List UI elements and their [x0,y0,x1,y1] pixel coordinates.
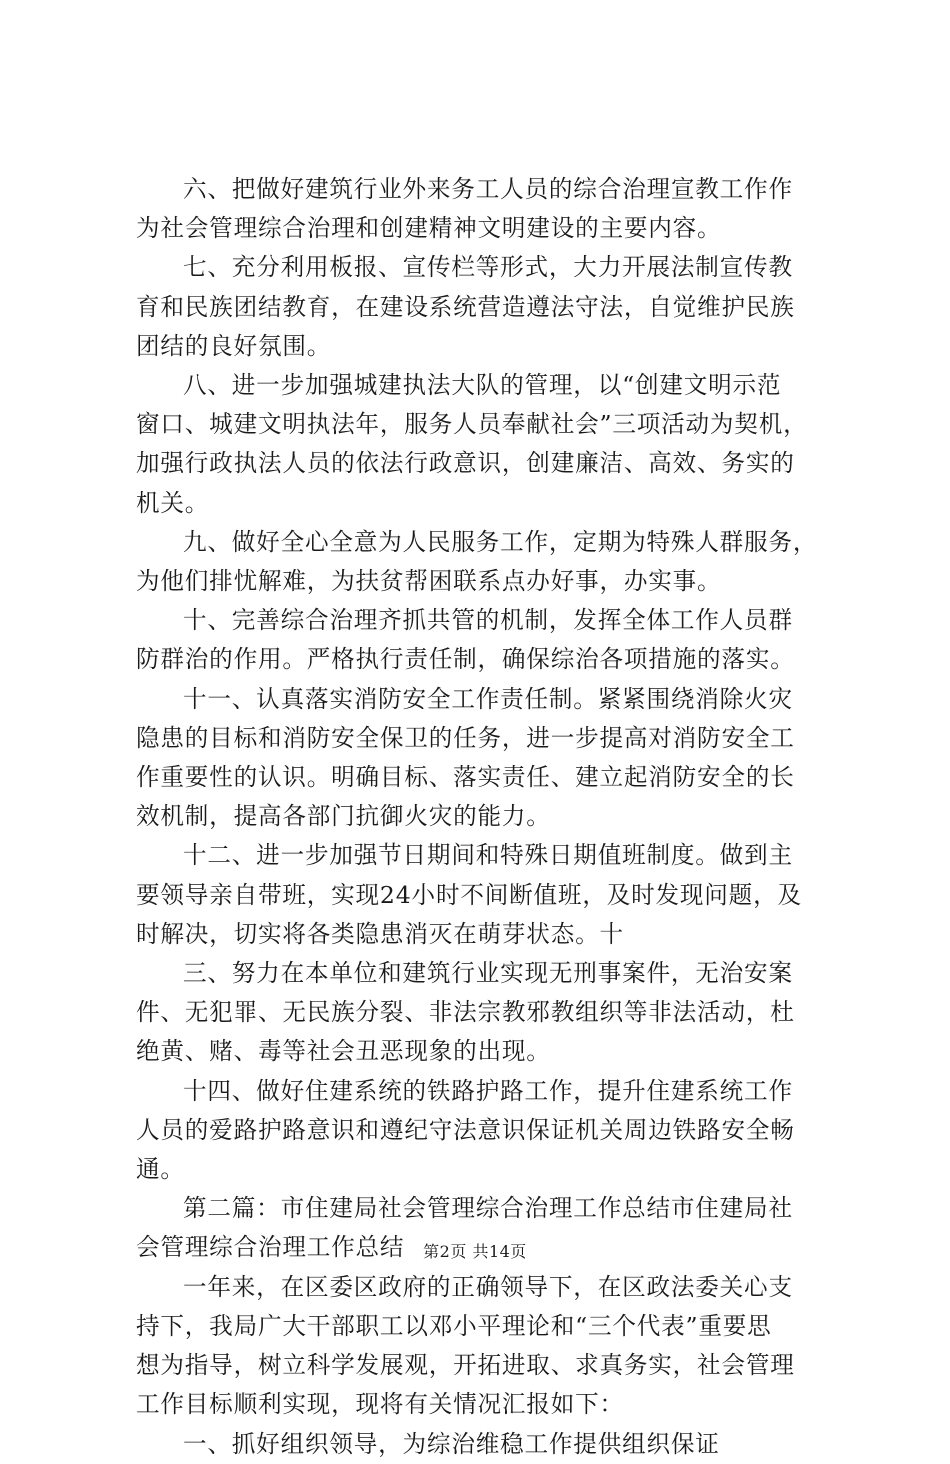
text-line: 为他们排忧解难，为扶贫帮困联系点办好事，办实事。 [136,567,722,596]
text-line: 想为指导，树立科学发展观，开拓进取、求真务实，社会管理 [136,1351,795,1380]
text-line: 机关。 [136,488,210,517]
text-line: 十二、进一步加强节日期间和特殊日期值班制度。做到主 [183,841,793,870]
text-line: 要领导亲自带班，实现24小时不间断值班，及时发现问题，及 [136,880,802,909]
text-line: 工作目标顺利实现，现将有关情况汇报如下： [136,1390,624,1419]
text-line: 八、进一步加强城建执法大队的管理，以“创建文明示范 [183,371,782,400]
text-line: 九、做好全心全意为人民服务工作，定期为特殊人群服务， [183,527,818,556]
text-line: 三、努力在本单位和建筑行业实现无刑事案件，无治安案 [183,959,793,988]
text-line: 育和民族团结教育，在建设系统营造遵法守法，自觉维护民族 [136,292,795,321]
text-line: 防群治的作用。严格执行责任制，确保综治各项措施的落实。 [136,645,795,674]
text-line: 持下，我局广大干部职工以邓小平理论和“三个代表”重要思 [136,1311,772,1340]
text-line: 团结的良好氛围。 [136,331,332,360]
text-line: 通。 [136,1155,185,1184]
text-line: 会管理综合治理工作总结 [136,1233,405,1262]
page-number-footer: 第2页 共14页 [423,1242,527,1261]
text-line: 十四、做好住建系统的铁路护路工作，提升住建系统工作 [183,1076,793,1105]
text-line: 隐患的目标和消防安全保卫的任务，进一步提高对消防安全工 [136,723,795,752]
text-line: 一、抓好组织领导，为综治维稳工作提供组织保证 [183,1429,720,1458]
text-line: 六、把做好建筑行业外来务工人员的综合治理宣教工作作 [183,175,793,203]
text-line: 十、完善综合治理齐抓共管的机制，发挥全体工作人员群 [183,606,793,635]
text-line: 人员的爱路护路意识和遵纪守法意识保证机关周边铁路安全畅 [136,1115,795,1144]
text-line: 时解决，切实将各类隐患消灭在萌芽状态。十 [136,919,624,948]
text-line: 效机制，提高各部门抗御火灾的能力。 [136,802,551,831]
text-line: 为社会管理综合治理和创建精神文明建设的主要内容。 [136,214,722,243]
text-line: 窗口、城建文明执法年，服务人员奉献社会”三项活动为契机， [136,410,808,439]
text-line: 第二篇：市住建局社会管理综合治理工作总结市住建局社 [183,1194,793,1223]
document-body [136,170,836,1464]
text-line: 加强行政执法人员的依法行政意识，创建廉洁、高效、务实的 [136,449,795,478]
text-line: 作重要性的认识。明确目标、落实责任、建立起消防安全的长 [136,763,795,792]
text-line: 件、无犯罪、无民族分裂、非法宗教邪教组织等非法活动，杜 [136,998,795,1027]
text-line: 七、充分利用板报、宣传栏等形式，大力开展法制宣传教 [183,253,793,282]
text-line: 绝黄、赌、毒等社会丑恶现象的出现。 [136,1037,551,1066]
text-line: 十一、认真落实消防安全工作责任制。紧紧围绕消除火灾 [183,684,793,713]
text-line: 一年来，在区委区政府的正确领导下，在区政法委关心支 [183,1272,793,1301]
